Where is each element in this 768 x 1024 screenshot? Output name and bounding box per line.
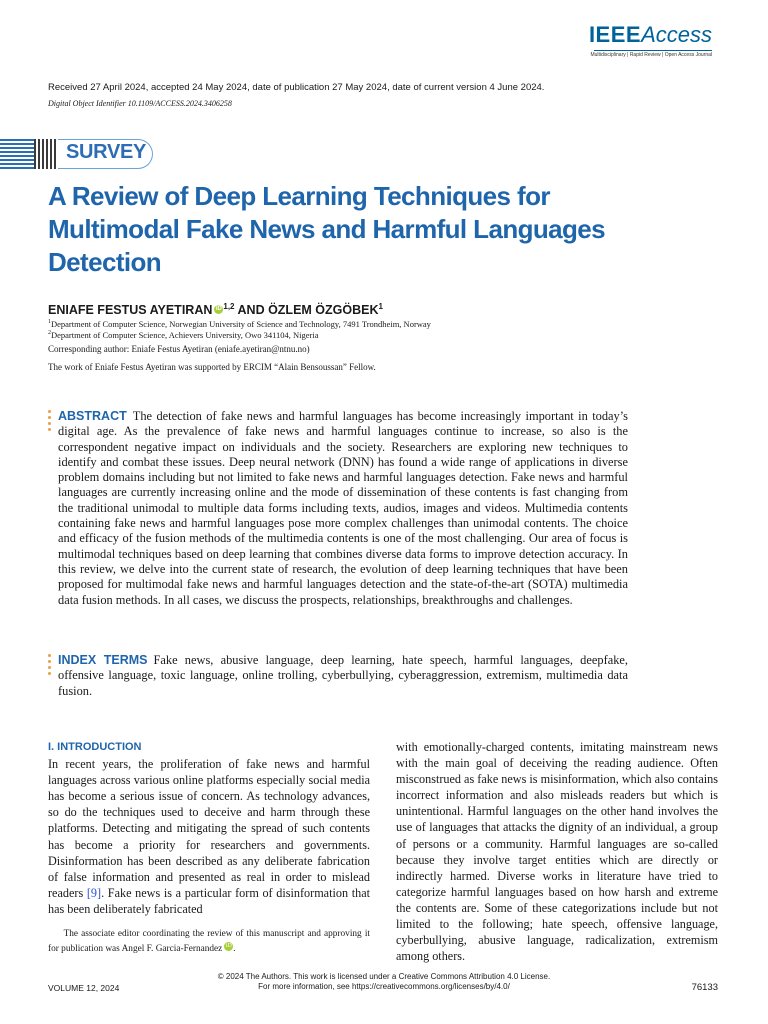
intro-paragraph-continued: . Fake news is a particular form of disinformation that has been deliberately fabricated <box>48 885 370 916</box>
affiliation-2 <box>48 330 319 340</box>
affiliation-num: 2 <box>48 330 51 337</box>
author-1: ENIAFE FESTUS AYETIRAN <box>48 303 213 318</box>
affiliation-text: Department of Computer Science, Achievers University, Owo 341104, Nigeria <box>51 330 319 340</box>
author-2: ÖZLEM ÖZGÖBEK <box>268 303 379 318</box>
logo-rule <box>594 50 712 51</box>
editor-footnote: The associate editor coordinating the review of this manuscript and approving it for publication was Angel F. Garcia-Fernandez iD . <box>48 929 370 954</box>
paper-title: A Review of Deep Learning Techniques for Multimodal Fake News and Harmful Languages Detection <box>48 181 606 277</box>
article-type-label: SURVEY <box>66 141 147 163</box>
page-number: 76133 <box>691 982 718 993</box>
abstract-marker-icon <box>48 410 51 434</box>
author-connector: AND <box>234 303 269 318</box>
index-terms-text: Fake news, abusive language, deep learning, hate speech, harmful languages, deepfake, offensive language, toxic language, online trolling, cyberbullying, cyberaggression, extremism, multimedia data fusion. <box>58 653 628 698</box>
received-dates: Received 27 April 2024, accepted 24 May 2024, date of publication 27 May 2024, date of current version 4 June 2024. <box>48 82 545 93</box>
license-line-2[interactable]: For more information, see https://creativecommons.org/licenses/by/4.0/ <box>258 982 510 991</box>
volume-label: VOLUME 12, 2024 <box>48 983 120 993</box>
journal-name-italic: Access <box>641 22 712 47</box>
journal-logo <box>589 22 712 58</box>
index-terms <box>58 653 628 699</box>
article-type-banner <box>0 136 160 172</box>
abstract-label: ABSTRACT <box>58 409 127 423</box>
abstract-text: The detection of fake news and harmful languages has become increasingly important in today’s digital age. As the prevalence of fake news and harmful languages continue to increase, so also is the correspondent negative impact on individuals and the society. Researchers are exploring new techniques to identify and combat these issues. Deep neural network (DNN) has found a wide range of applications in diverse problem domains including but not limited to fake news and harmful languages detection. Fake news and harmful languages are currently increasing online and the mode of dissemination of these contents is fast changing from the traditional unimodal to multiple data forms including texts, audios, images and videos. Multimedia contents containing fake news and harmful languages pose more complex challenges than unimodal contents. The choice and efficacy of the fusion methods of the multimedia contents is one of the most challenging. Our area of focus is multimodal techniques based on deep learning that combines diverse data forms to improve detection accuracy. In this review, we delve into the current state of research, the evolution of deep learning techniques that have been proposed for multimodal fake news and harmful languages detection and the state-of-the-art (SOTA) multimedia data fusion methods. In all cases, we discuss the prospects, relationships, breakthroughs and challenges. <box>58 409 628 607</box>
orcid-icon[interactable]: iD <box>215 306 222 313</box>
affiliation-1 <box>48 319 431 329</box>
intro-paragraph-right: with emotionally-charged contents, imitating mainstream news with the main goal of deceiving the reading audience. Often misconstrued as fake news is misinformation, which also contains incorrect information and also misleads readers but which is unintentional. Harmful languages on the other hand involves the use of languages that attacks the dignity of an individual, a group of persons or a community. Harmful languages are so-called because they involve target entities which are directly or indirectly harmed. Diverse works in literature have tried to categorize harmful languages based on how harsh and extreme the contents are. Some of these categorizations include but not limited to the following; hate speech, offensive language, cyberbullying, abusive language, radicalization, extremism among others. <box>396 740 718 964</box>
orcid-icon[interactable]: iD <box>225 943 232 949</box>
citation-link[interactable]: [9] <box>86 885 102 900</box>
author-1-affiliation: 1,2 <box>223 302 235 311</box>
journal-tagline: Multidisciplinary | Rapid Review | Open Access Journal <box>590 52 712 58</box>
section-heading: I. INTRODUCTION <box>48 741 142 753</box>
affiliation-num: 1 <box>48 319 51 326</box>
body-column-left <box>48 739 370 917</box>
index-terms-label: INDEX TERMS <box>58 653 148 667</box>
journal-name-bold: IEEE <box>588 22 642 47</box>
license-line-1: © 2024 The Authors. This work is licensed under a Creative Commons Attribution 4.0 License. <box>217 972 551 981</box>
doi-line: Digital Object Identifier 10.1109/ACCESS.2024.3406258 <box>48 99 232 108</box>
footnote-text: The associate editor coordinating the review of this manuscript and approving it for publication was Angel F. Garcia-Fernandez <box>48 929 370 954</box>
corresponding-author: Corresponding author: Eniafe Festus Ayetiran (eniafe.ayetiran@ntnu.no) <box>48 344 310 354</box>
author-line <box>48 302 383 317</box>
funding-note: The work of Eniafe Festus Ayetiran was supported by ERCIM “Alain Bensoussan” Fellow. <box>48 362 376 372</box>
index-terms-marker-icon <box>48 654 51 678</box>
intro-paragraph: In recent years, the proliferation of fake news and harmful languages across various online platforms especially social media has become a serious issue of concern. As technology advances, so do the techniques used to deceive and harm through these platforms. Detecting and mitigating the spread of such contents has become a priority for researchers and governments. Disinformation has been described as any deliberate fabrication of false information and presented as real in order to mislead readers <box>48 757 370 900</box>
body-column-right <box>396 739 718 964</box>
author-2-affiliation: 1 <box>378 302 383 311</box>
affiliation-text: Department of Computer Science, Norwegian University of Science and Technology, 7491 Trondheim, Norway <box>51 319 431 329</box>
abstract <box>58 409 628 608</box>
